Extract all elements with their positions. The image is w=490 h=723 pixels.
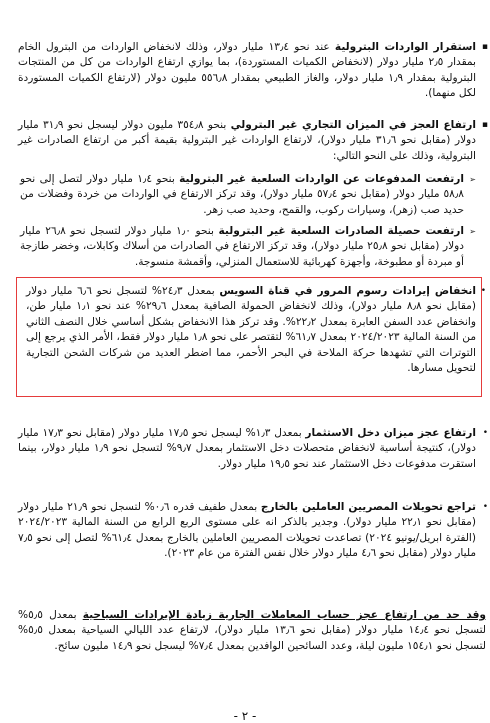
- suez-canal-title: انخفاض إيرادات رسوم المرور في قناة السويس: [219, 285, 476, 297]
- tourism-paragraph: [18, 608, 486, 654]
- tourism-text: بمعدل ٥٫٥% لتسجل نحو ١٤٫٤ مليار دولار (مقابل نحو ١٣٫٦ مليار دولار)، لارتفاع عدد الليالي السياحية بمعدل ٥٫٥% لتسجل نحو ١٥٤٫١ مليون ليلة، وعدد السائحين الوافدين بمعدل ٧٫٤% ليسجل نحو ١٤٫٩ مليون سائح.: [18, 609, 486, 652]
- bullet-check-icon: ➢: [469, 227, 476, 236]
- non-oil-exports-paragraph: [20, 224, 476, 270]
- non-oil-payments-paragraph: [20, 172, 476, 218]
- non-oil-payments-title: ارتفعت المدفوعات عن الواردات السلعية غير البترولية: [179, 173, 464, 185]
- remittances-title: تراجع تحويلات المصريين العاملين بالخارج: [260, 501, 476, 513]
- non-oil-deficit-paragraph: [18, 118, 488, 164]
- petroleum-imports-text: عند نحو ١٣٫٤ مليار دولار، وذلك لانخفاض الواردات من البترول الخام بمقدار ٢٫٥ مليار دولار (لانخفاض الكميات المستوردة)، بما يوازي ارتفاع الواردات من كل من المنتجات البترولية بمقدار ١٫٩ مليار دولار، والغاز الطبيعي بمقدار ٥٥٦٫٨ مليون دولار (لارتفاع الكميات المستوردة لكل منهما).: [18, 41, 477, 100]
- investment-income-title: ارتفاع عجز ميزان دخل الاستثمار: [305, 427, 477, 439]
- page-number: - ٢ -: [233, 709, 257, 723]
- investment-income-paragraph: [18, 426, 488, 472]
- bullet-dot-icon: •: [480, 286, 486, 296]
- petroleum-imports-paragraph: [18, 40, 488, 102]
- investment-income-text: بمعدل ١٫٣% ليسجل نحو ١٧٫٥ مليار دولار (مقابل نحو ١٧٫٣ مليار دولار)، كنتيجة أساسية لانخفاض متحصلات دخل الاستثمار بمعدل ٩٫٧% لتسجل نحو ١٫٩ مليار دولار، بينما استقرت مدفوعات دخل الاستثمار عند نحو ١٩٫٥ مليار دولار.: [18, 427, 476, 470]
- bullet-square-icon: ▪: [481, 120, 488, 130]
- bullet-dot-icon: •: [482, 428, 488, 438]
- remittances-text: بمعدل طفيف قدره ٠٫٦% لتسجل نحو ٢١٫٩ مليار دولار (مقابل نحو ٢٢٫١ مليار دولار). وجدير بالذكر انه على مستوى الربع الرابع من السنة المالية ٢٠٢٤/٢٠٢٣ (الفترة ابريل/يونيو ٢٠٢٤) تصاعدت تحويلات المصريين العاملين بالخارج بمعدل ٦١٫٤% لتصل إلى نحو ٧٫٥ مليار دولار (مقابل نحو ٤٫٦ مليار دولار خلال نفس الفترة من عام ٢٠٢٣).: [18, 501, 477, 560]
- non-oil-exports-text: بنحو ١٫٠ مليار دولار لتسجل نحو ٢٦٫٨ مليار دولار (مقابل نحو ٢٥٫٨ مليار دولار)، وقد تركز الارتفاع في الصادرات من أسلاك وكابلات، وخضر طازجة أو مبردة أو مطبوخة، وأجهزة كهربائية للاستعمال المنزلي، وأقمشة منسوجة.: [20, 225, 464, 268]
- non-oil-deficit-text: بنحو ٣٥٤٫٨ مليون دولار ليسجل نحو ٣١٫٩ مليار دولار (مقابل نحو ٣١٫٦ مليار دولار)، لارتفاع الواردات غير البترولية بقيمة أكبر من ارتفاع الصادرات غير البترولية، وذلك على النحو التالي:: [18, 119, 476, 162]
- remittances-paragraph: [18, 500, 488, 562]
- non-oil-exports-title: ارتفعت حصيلة الصادرات السلعية غير البترولية: [218, 225, 464, 237]
- non-oil-deficit-title: ارتفاع العجز في الميزان التجاري غير البترولي: [230, 119, 476, 131]
- bullet-square-icon: ▪: [481, 42, 488, 52]
- non-oil-payments-text: بنحو ١٫٤ مليار دولار لتصل إلى نحو ٥٨٫٨ مليار دولار (مقابل نحو ٥٧٫٤ مليار دولار)، وقد تركز الارتفاع في الواردات من خردة وفضلات من حديد صب (زهر)، وسيارات ركوب، والقمح، وحديد صب زهر.: [20, 173, 464, 216]
- bullet-dot-icon: •: [482, 502, 488, 512]
- bullet-check-icon: ➢: [469, 175, 476, 184]
- tourism-title: وقد حد من ارتفاع عجز حساب المعاملات الجارية زيادة الإيرادات السياحية: [82, 609, 486, 621]
- suez-canal-text: بمعدل ٢٤٫٣% لتسجل نحو ٦٫٦ مليار دولار (مقابل نحو ٨٫٨ مليار دولار)، وذلك لانخفاض الحمولة الصافية بمعدل ٢٩٫٦% عند نحو ١٫١ مليار طن، وانخفاض عدد السفن العابرة بمعدل ٢٢٫٢%. وقد تركز هذا الانخفاض بشكل أساسي خلال النصف الثاني من السنة المالية ٢٠٢٤/٢٠٢٣ بمعدل ٦١٫٧% لتقتصر على نحو ١٫٨ مليار دولار فقط، الأمر الذي يرجع إلى التوترات التي تشهدها حركة الملاحة في البحر الأحمر، مما اضطر العديد من شركات الشحن التجارية لتحويل مسارها.: [26, 285, 476, 375]
- suez-canal-paragraph: [26, 284, 486, 376]
- petroleum-imports-title: استقرار الواردات البترولية: [334, 41, 476, 53]
